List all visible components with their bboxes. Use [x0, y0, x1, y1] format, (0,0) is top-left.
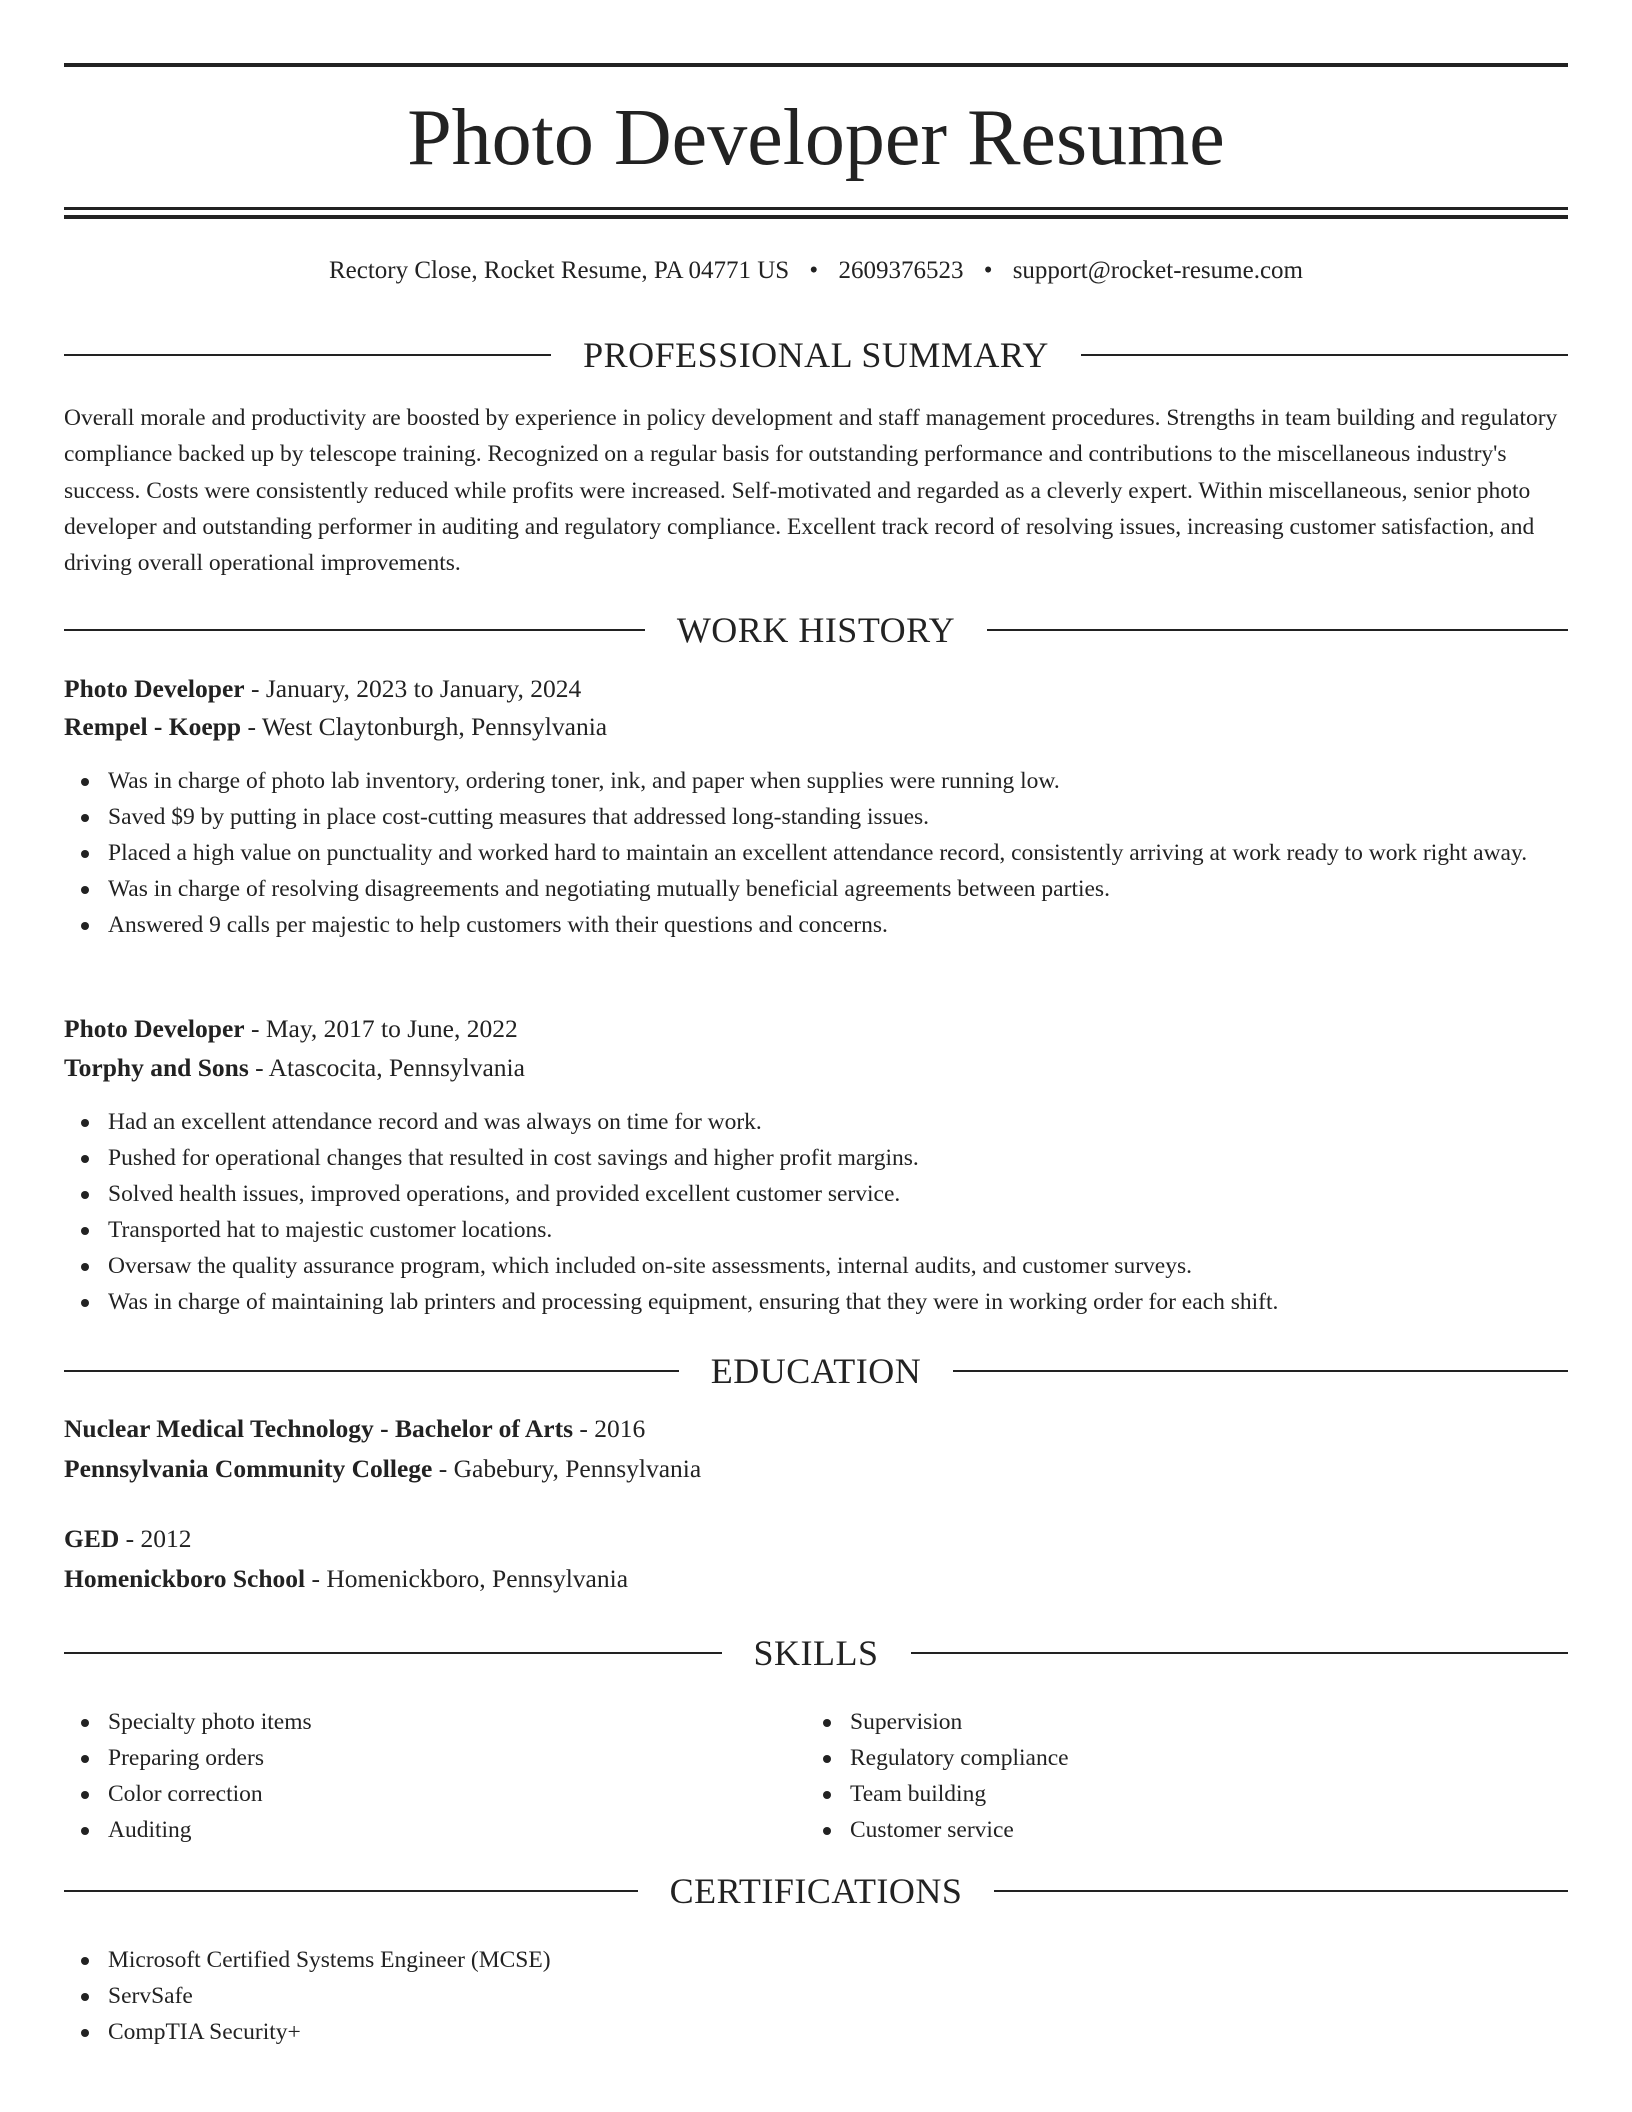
- job-1-bullets: [64, 763, 1568, 943]
- job-1-location: - West Claytonburgh, Pennsylvania: [241, 712, 608, 741]
- job-2-company-line: [64, 1049, 1568, 1087]
- skill-item: Regulatory compliance: [806, 1740, 1506, 1776]
- section-summary-label: PROFESSIONAL SUMMARY: [583, 335, 1049, 375]
- list-item: Placed a high value on punctuality and worked hard to maintain an excellent attendance record, consistently arriving at work ready to work right away.: [64, 835, 1568, 871]
- list-item: Was in charge of resolving disagreements and negotiating mutually beneficial agreements between parties.: [64, 871, 1568, 907]
- certification-item: Microsoft Certified Systems Engineer (MCSE): [64, 1942, 1568, 1978]
- list-item: Solved health issues, improved operations, and provided excellent customer service.: [64, 1176, 1568, 1212]
- heading-rule: [994, 1890, 1568, 1892]
- skill-item: Customer service: [806, 1812, 1506, 1848]
- list-item: Had an excellent attendance record and was always on time for work.: [64, 1104, 1568, 1140]
- job-2-title: Photo Developer: [64, 1014, 245, 1043]
- top-rule: [64, 63, 1568, 67]
- skills-list-left: [64, 1704, 764, 1848]
- list-item: Oversaw the quality assurance program, which included on-site assessments, internal audits, and customer surveys.: [64, 1248, 1568, 1284]
- skill-item: Team building: [806, 1776, 1506, 1812]
- skill-item: Supervision: [806, 1704, 1506, 1740]
- skill-item: Specialty photo items: [64, 1704, 764, 1740]
- heading-rule: [953, 1370, 1568, 1372]
- certification-item: ServSafe: [64, 1978, 1568, 2014]
- skill-item: Color correction: [64, 1776, 764, 1812]
- education-2-location: - Homenickboro, Pennsylvania: [305, 1564, 629, 1593]
- contact-phone: 2609376523: [838, 257, 964, 284]
- job-1-company: Rempel - Koepp: [64, 712, 242, 741]
- job-2-location: - Atascocita, Pennsylvania: [248, 1053, 525, 1082]
- job-2-company: Torphy and Sons: [64, 1053, 249, 1082]
- job-2-dates: - May, 2017 to June, 2022: [244, 1014, 518, 1043]
- section-skills-label: SKILLS: [753, 1633, 879, 1673]
- heading-rule: [911, 1652, 1569, 1654]
- contact-separator: •: [983, 257, 993, 284]
- heading-rule: [64, 1890, 638, 1892]
- list-item: Pushed for operational changes that resulted in cost savings and higher profit margins.: [64, 1140, 1568, 1176]
- section-certifications-label: CERTIFICATIONS: [669, 1871, 963, 1911]
- section-education-label: EDUCATION: [710, 1351, 922, 1391]
- list-item: Saved $9 by putting in place cost-cutting measures that addressed long-standing issues.: [64, 799, 1568, 835]
- summary-text: Overall morale and productivity are boosted by experience in policy development and staff management procedures. Strengths in team building and regulatory compliance backed up by telescope training. Recognized on a regular basis for outstanding performance and contributions to the miscellaneous industry's success. Costs were consistently reduced while profits were increased. Self-motivated and regarded as a cleverly expert. Within miscellaneous, senior photo developer and outstanding performer in auditing and regulatory compliance. Excellent track record of resolving issues, increasing customer satisfaction, and driving overall operational improvements.: [64, 405, 1558, 577]
- heading-rule: [1081, 354, 1568, 356]
- education-1-degree-line: [64, 1410, 1568, 1448]
- contact-email: support@rocket-resume.com: [1012, 257, 1303, 284]
- title-rule-lower: [64, 215, 1568, 219]
- education-1-school: Pennsylvania Community College: [64, 1454, 433, 1483]
- list-item: Was in charge of maintaining lab printers and processing equipment, ensuring that they were in working order for each shift.: [64, 1284, 1568, 1320]
- contact-line: [64, 253, 1568, 289]
- contact-address: Rectory Close, Rocket Resume, PA 04771 US: [328, 257, 790, 284]
- education-1-school-line: [64, 1450, 1568, 1488]
- skills-list-right: [806, 1704, 1506, 1848]
- skill-item: Preparing orders: [64, 1740, 764, 1776]
- section-education-heading: [64, 1348, 1568, 1394]
- list-item: Transported hat to majestic customer locations.: [64, 1212, 1568, 1248]
- education-2-year: - 2012: [119, 1524, 192, 1553]
- resume-title: Photo Developer Resume: [407, 94, 1225, 182]
- education-2-degree-line: [64, 1520, 1568, 1558]
- section-work-label: WORK HISTORY: [676, 610, 956, 650]
- education-1-year: - 2016: [573, 1414, 646, 1443]
- contact-separator: •: [809, 257, 819, 284]
- section-certifications-heading: [64, 1868, 1568, 1914]
- list-item: Was in charge of photo lab inventory, ordering toner, ink, and paper when supplies were running low.: [64, 763, 1568, 799]
- job-1-company-line: [64, 708, 1568, 746]
- education-2-school: Homenickboro School: [64, 1564, 306, 1593]
- heading-rule: [64, 354, 551, 356]
- job-2-title-line: [64, 1010, 1568, 1048]
- education-1-degree: Nuclear Medical Technology - Bachelor of Arts: [64, 1414, 574, 1443]
- job-1-dates: - January, 2023 to January, 2024: [244, 674, 582, 703]
- skill-item: Auditing: [64, 1812, 764, 1848]
- resume-page: [64, 0, 1568, 2112]
- heading-rule: [64, 1652, 722, 1654]
- section-summary-heading: [64, 332, 1568, 378]
- section-work-heading: [64, 607, 1568, 653]
- job-2-bullets: [64, 1104, 1568, 1320]
- heading-rule: [64, 629, 645, 631]
- section-skills-heading: [64, 1630, 1568, 1676]
- heading-rule: [64, 1370, 679, 1372]
- job-1-title-line: [64, 670, 1568, 708]
- list-item: Answered 9 calls per majestic to help customers with their questions and concerns.: [64, 907, 1568, 943]
- title-rule-upper: [64, 207, 1568, 210]
- education-2-school-line: [64, 1560, 1568, 1598]
- education-2-degree: GED: [64, 1524, 120, 1553]
- certification-item: CompTIA Security+: [64, 2014, 1568, 2050]
- certifications-list: [64, 1942, 1568, 2050]
- job-1-title: Photo Developer: [64, 674, 245, 703]
- heading-rule: [987, 629, 1568, 631]
- education-1-location: - Gabebury, Pennsylvania: [432, 1454, 702, 1483]
